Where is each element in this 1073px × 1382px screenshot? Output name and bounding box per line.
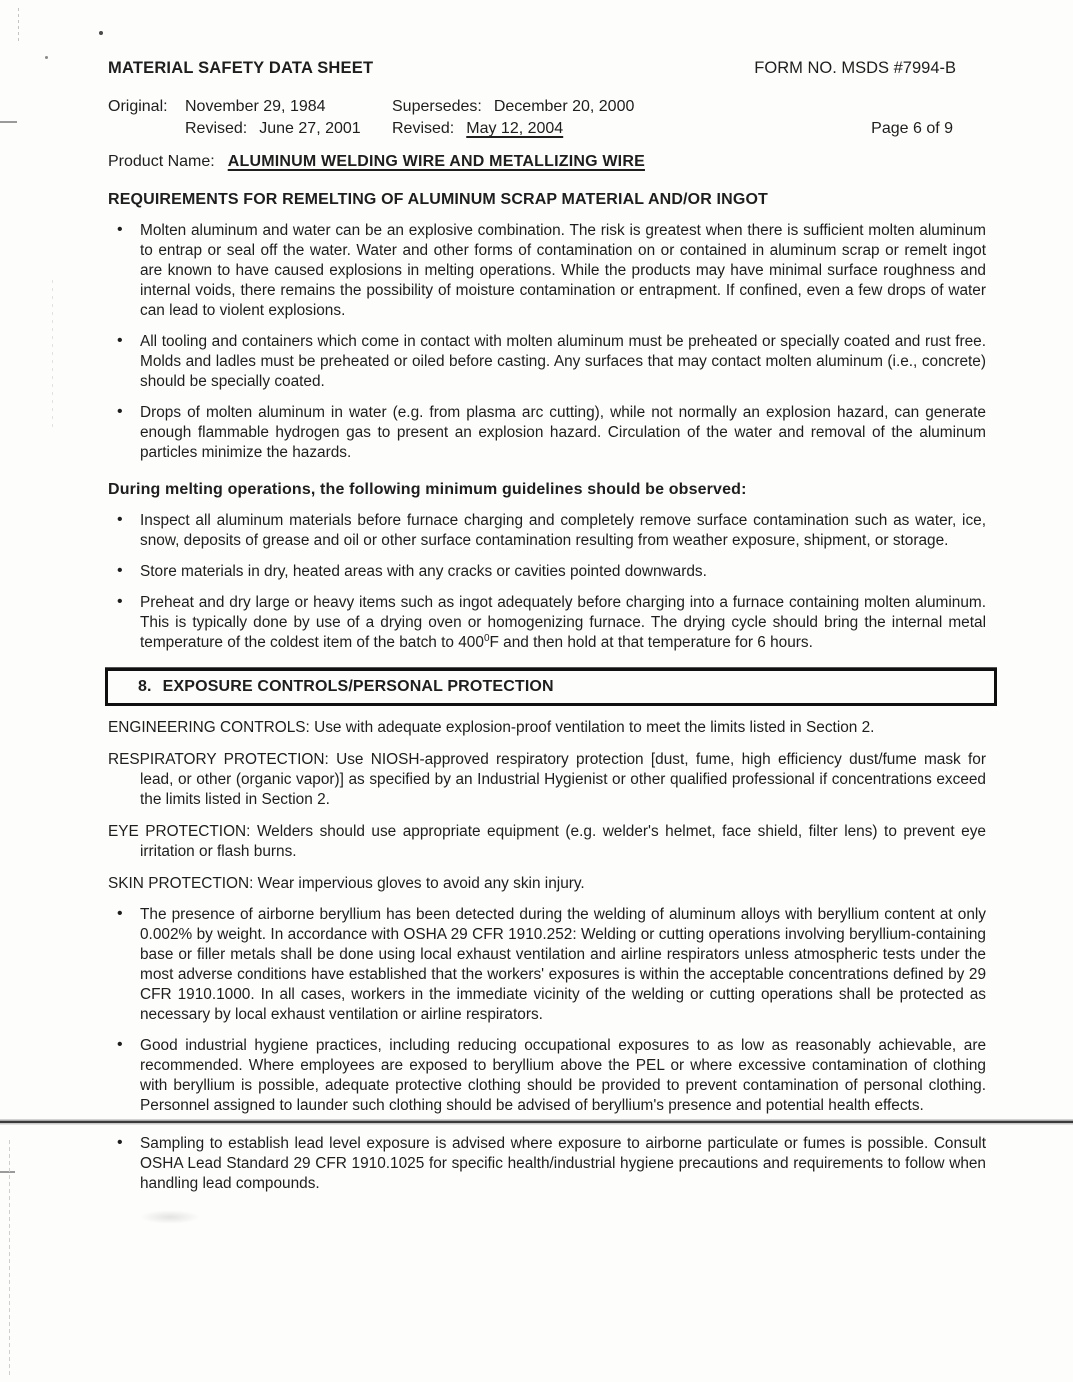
revised-date-2: May 12, 2004 bbox=[466, 120, 564, 137]
scan-artifact-dot bbox=[45, 56, 48, 59]
melting-bullet-3-text-cont: F and then hold at that temperature for 6 hours. bbox=[489, 634, 813, 651]
engineering-controls-text: Use with adequate explosion-proof ventilation to meet the limits listed in Section 2. bbox=[314, 719, 875, 736]
remelting-bullet-3: • Drops of molten aluminum in water (e.g. from plasma arc cutting), while not normally an explosion hazard, can generate enough flammable hydrogen gas to present an explosion hazard. Circulation of the water and removal of the aluminum particles minimize the hazards. bbox=[108, 403, 986, 463]
scan-artifact-line bbox=[9, 1140, 10, 1375]
engineering-controls-label: ENGINEERING CONTROLS: bbox=[108, 719, 310, 736]
scan-artifact-line bbox=[52, 280, 53, 430]
melting-bullet-3 bbox=[108, 593, 986, 653]
document-header bbox=[108, 58, 986, 78]
scan-artifact-smudge bbox=[140, 1210, 200, 1224]
product-name-label: Product Name: bbox=[108, 153, 215, 170]
document-content bbox=[108, 0, 986, 1194]
skin-protection-label: SKIN PROTECTION: bbox=[108, 875, 254, 892]
remelting-bullet-2: • All tooling and containers which come in contact with molten aluminum must be preheated or specially coated and rust free. Molds and ladles must be preheated or oiled before casting. Any surfaces that may contact molten aluminum (i.e., concrete) should be specially coated. bbox=[108, 332, 986, 392]
remelting-section-heading: REQUIREMENTS FOR REMELTING OF ALUMINUM SCRAP MATERIAL AND/OR INGOT bbox=[108, 191, 768, 208]
melting-bullet-1: • Inspect all aluminum materials before furnace charging and completely remove surface contamination such as water, ice, snow, deposits of grease and oil or other surface contamination resulting from weather exposure, shipment, or storage. bbox=[108, 511, 986, 551]
skin-protection-text: Wear impervious gloves to avoid any skin injury. bbox=[257, 875, 585, 892]
supersedes-date: December 20, 2000 bbox=[493, 98, 635, 115]
scan-artifact-dash bbox=[0, 121, 17, 123]
scan-artifact-dot bbox=[99, 31, 103, 35]
eye-protection-text: Welders should use appropriate equipment (e.g. welder's helmet, face shield, filter lens) to prevent eye irritation or flash burns. bbox=[140, 823, 986, 860]
melting-bullet-2: • Store materials in dry, heated areas with any cracks or cavities pointed downwards. bbox=[108, 562, 986, 582]
hygiene-practices-bullet: • Good industrial hygiene practices, including reducing occupational exposures to as low as reasonably achievable, are recommended. Where employees are exposed to beryllium above the PEL or where excessive contamination of clothing with beryllium is possible, adequate protective clothing should be provided to prevent contamination of personal clothing. Personnel assigned to launder such clothing should be advised of beryllium's presence and potential health effects. bbox=[108, 1036, 986, 1116]
engineering-controls-paragraph bbox=[108, 718, 986, 738]
section-8-banner bbox=[105, 668, 997, 706]
supersedes-entry bbox=[392, 96, 986, 118]
revised-label-1: Revised: bbox=[185, 120, 248, 137]
product-name-value: ALUMINUM WELDING WIRE AND METALLIZING WIRE bbox=[227, 153, 645, 170]
revision-dates-block bbox=[108, 96, 986, 140]
eye-protection-paragraph bbox=[108, 822, 986, 862]
scan-artifact-dash bbox=[0, 1171, 15, 1173]
degree-superscript: 0 bbox=[483, 632, 490, 644]
product-name-row bbox=[108, 151, 986, 173]
original-date: November 29, 1984 bbox=[185, 98, 326, 115]
document-title: MATERIAL SAFETY DATA SHEET bbox=[108, 59, 374, 77]
remelting-bullet-1: • Molten aluminum and water can be an explosive combination. The risk is greatest when there is sufficient molten aluminum to entrap or seal off the water. Water and other forms of contamination on or contained in aluminum scrap or remelt ingot are known to have caused explosions in melting operations. While the products may have minimal surface roughness and internal voids, there remains the possibility of moisture contamination or entrapment. If confined, even a few drops of water can lead to violent explosions. bbox=[108, 221, 986, 321]
lead-sampling-bullet: • Sampling to establish lead level exposure is advised where exposure to airborne particulate or fumes is possible. Consult OSHA Lead Standard 29 CFR 1910.1025 for specific health/industrial hygiene precautions and requirements to follow when handling lead compounds. bbox=[108, 1134, 986, 1194]
section-8-title: EXPOSURE CONTROLS/PERSONAL PROTECTION bbox=[162, 678, 554, 695]
form-number: FORM NO. MSDS #7994-B bbox=[754, 59, 956, 77]
melting-bullet-3-text: Preheat and dry large or heavy items such as ingot adequately before charging into a furnace containing molten aluminum. This is typically done by use of a drying oven or homogenizing furnace. The drying cycle should bring the internal metal temperature of the coldest item of the batch to 400 bbox=[140, 594, 986, 651]
page-number: Page 6 of 9 bbox=[871, 120, 953, 137]
revised-label-2: Revised: bbox=[392, 120, 455, 137]
horizontal-divider bbox=[0, 1121, 1073, 1123]
eye-protection-label: EYE PROTECTION: bbox=[108, 823, 251, 840]
respiratory-protection-paragraph bbox=[108, 750, 986, 810]
original-label: Original: bbox=[108, 98, 168, 115]
section-8-number: 8. bbox=[138, 678, 152, 695]
respiratory-protection-text: Use NIOSH-approved respiratory protection [dust, fume, high efficiency dust/fume mask for lead, or other (organic vapor)] as specified by an Industrial Hygienist or other qualified professional if concentrations exceed the limits listed in Section 2. bbox=[140, 751, 986, 808]
supersedes-label: Supersedes: bbox=[392, 98, 482, 115]
melting-guidelines-heading: During melting operations, the following minimum guidelines should be observed: bbox=[108, 481, 747, 498]
scan-artifact-line bbox=[18, 8, 19, 42]
respiratory-protection-label: RESPIRATORY PROTECTION: bbox=[108, 751, 329, 768]
skin-protection-paragraph bbox=[108, 874, 986, 894]
beryllium-detection-bullet: • The presence of airborne beryllium has been detected during the welding of aluminum alloys with beryllium content at only 0.002% by weight. In accordance with OSHA 29 CFR 1910.252: Welding or cutting operations involving beryllium-containing base or filler metals shall be done using local exhaust ventilation and airline respirators unless atmospheric tests under the most adverse conditions have established that the workers' exposures is within the acceptable concentrations defined by 29 CFR 1910.1000. In all cases, workers in the immediate vicinity of the welding or cutting operations shall be protected as necessary by local exhaust ventilation or airline respirators. bbox=[108, 905, 986, 1025]
revised-entry-1 bbox=[185, 118, 392, 140]
revised-date-1: June 27, 2001 bbox=[259, 120, 361, 137]
